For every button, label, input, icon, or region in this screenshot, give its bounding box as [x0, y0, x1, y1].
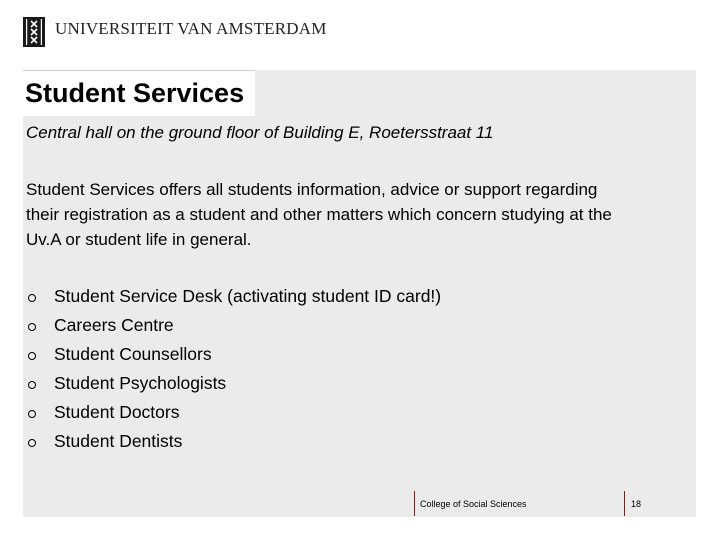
circle-bullet-icon: [28, 439, 36, 447]
slide-title: Student Services: [25, 78, 245, 108]
list-item-label: Careers Centre: [54, 315, 174, 335]
title-rule: [23, 70, 255, 71]
university-wordmark: UNIVERSITEIT VAN AMSTERDAM: [55, 19, 327, 38]
circle-bullet-icon: [28, 323, 36, 331]
slide-header: [0, 0, 720, 70]
list-item: [26, 282, 441, 311]
footer-divider: [414, 491, 415, 516]
page-number: 18: [631, 499, 642, 509]
list-item: [26, 369, 441, 398]
services-list: [26, 282, 441, 456]
list-item-label: Student Service Desk (activating student ID card!): [54, 286, 442, 306]
circle-bullet-icon: [28, 381, 36, 389]
footer-college: College of Social Sciences: [420, 499, 527, 509]
list-item: [26, 311, 441, 340]
list-item: [26, 427, 441, 456]
uva-crosses-logo-icon: [23, 17, 45, 47]
list-item-label: Student Counsellors: [54, 344, 212, 364]
location-subtitle: Central hall on the ground floor of Building E, Roetersstraat 11: [26, 123, 494, 142]
footer-divider: [624, 491, 625, 516]
list-item-label: Student Psychologists: [54, 373, 227, 393]
circle-bullet-icon: [28, 294, 36, 302]
description-paragraph: Student Services offers all students information, advice or support regarding their registration as a student and other matters which concern studying at the Uv.A or student life in general.: [26, 180, 612, 249]
list-item: [26, 398, 441, 427]
circle-bullet-icon: [28, 410, 36, 418]
list-item: [26, 340, 441, 369]
list-item-label: Student Doctors: [54, 402, 180, 422]
list-item-label: Student Dentists: [54, 431, 183, 451]
circle-bullet-icon: [28, 352, 36, 360]
